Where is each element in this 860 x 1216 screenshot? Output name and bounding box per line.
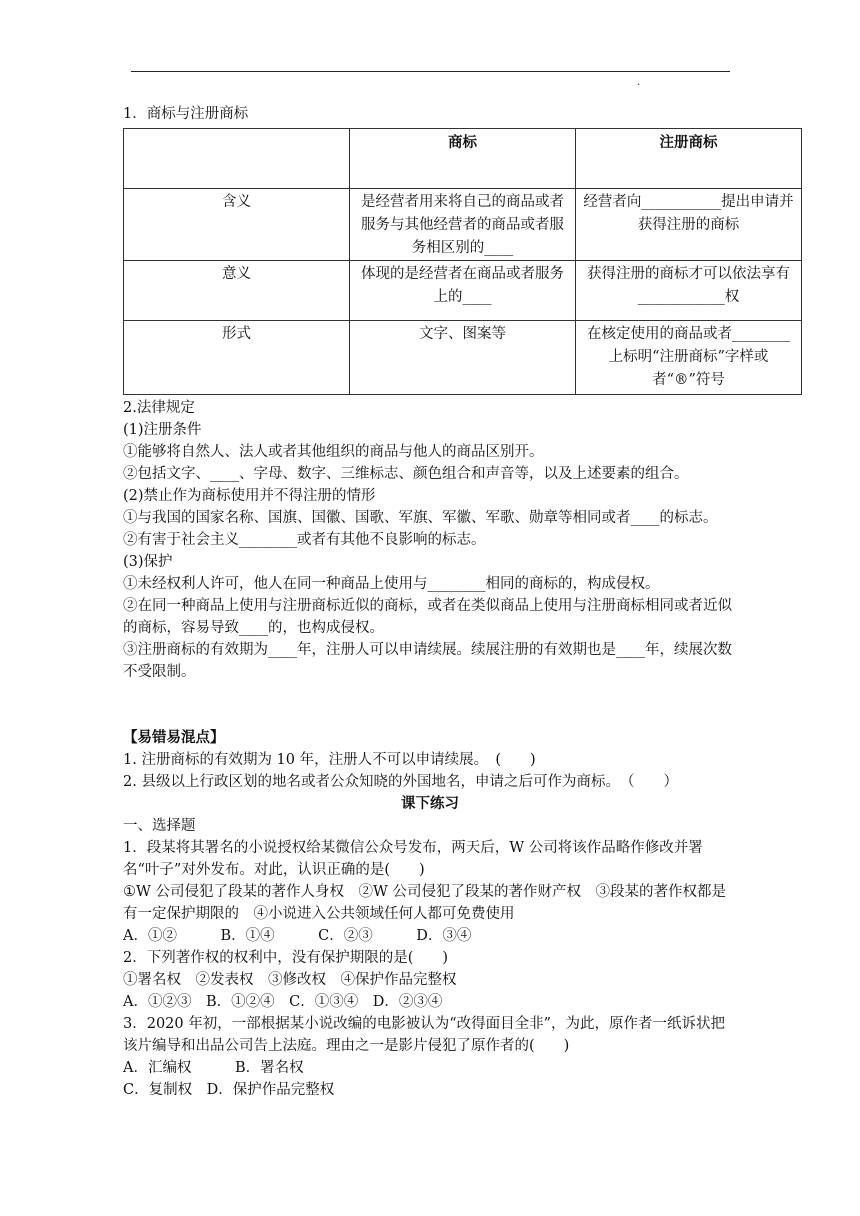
practice-section: 一、选择题 <box>123 818 196 834</box>
table-row <box>124 261 802 321</box>
condition2-item: ①与我国的国家名称、国旗、国徽、国歌、军旗、军徽、军歌、勋章等相同或者____的标志。 <box>123 510 718 526</box>
table-row <box>124 189 802 261</box>
mistake-item: 1. 注册商标的有效期为 10 年，注册人不可以申请续展。 ( ) <box>123 752 536 768</box>
cell-trademark: 体现的是经营者在商品或者服务上的____ <box>350 261 576 321</box>
condition1-item: ②包括文字、____、字母、数字、三维标志、颜色组合和声音等，以及上述要素的组合。 <box>123 466 689 482</box>
table-row <box>124 321 802 395</box>
condition3-item: ①未经权利人许可，他人在同一种商品上使用与________相同的商标的，构成侵权。 <box>123 576 660 592</box>
question-stem: 2．下列著作权的权利中，没有保护期限的是( ) <box>123 950 449 966</box>
mistake-item: 2. 县级以上行政区划的地名或者公众知晓的外国地名，申请之后可作为商标。 （ ） <box>123 774 678 790</box>
condition3-title: (3)保护 <box>123 554 173 570</box>
condition2-item: ②有害于社会主义________或者有其他不良影响的标志。 <box>123 532 486 548</box>
cell-registered: 获得注册的商标才可以依法享有____________权 <box>576 261 802 321</box>
condition2-title: (2)禁止作为商标使用并不得注册的情形 <box>123 488 376 504</box>
document-body <box>123 103 794 1101</box>
question-options: A．汇编权 B．署名权 <box>123 1060 304 1076</box>
table-header-empty <box>124 129 350 189</box>
cell-trademark: 文字、图案等 <box>350 321 576 395</box>
practice-title: 课下练习 <box>401 795 459 812</box>
question-stem: 3．2020 年初，一部根据某小说改编的电影被认为“改得面目全非”，为此，原作者一纸诉状把该片编导和出品公司告上法庭。理由之一是影片侵犯了原作者的( ) <box>123 1016 726 1054</box>
section1-title: 1．商标与注册商标 <box>123 106 249 122</box>
mistakes-title: 【易错易混点】 <box>123 729 225 746</box>
question-options: C．复制权 D．保护作品完整权 <box>123 1082 335 1098</box>
law-title: 2.法律规定 <box>123 400 195 416</box>
question-stem: 1．段某将其署名的小说授权给某微信公众号发布，两天后，W 公司将该作品略作修改并署名“叶子”对外发布。对此，认识正确的是( ) <box>123 840 703 878</box>
header-dot: · <box>637 80 641 91</box>
cell-registered: 在核定使用的商品或者________上标明“注册商标”字样或者“®”符号 <box>576 321 802 395</box>
question-statements: ①W 公司侵犯了段某的著作人身权 ②W 公司侵犯了段某的著作财产权 ③段某的著作权都是有一定保护期限的 ④小说进入公共领域任何人都可免费使用 <box>123 884 727 922</box>
question-statements: ①署名权 ②发表权 ③修改权 ④保护作品完整权 <box>123 972 457 988</box>
condition1-item: ①能够将自然人、法人或者其他组织的商品与他人的商品区别开。 <box>123 444 544 460</box>
header-rule <box>131 71 730 72</box>
table-header-row <box>124 129 802 189</box>
question-options: A．①②③ B．①②④ C．①③④ D．②③④ <box>123 994 443 1010</box>
condition3-item: ②在同一种商品上使用与注册商标近似的商标，或者在类似商品上使用与注册商标相同或者近似的商标，容易导致____的，也构成侵权。 <box>123 598 732 636</box>
row-label: 形式 <box>124 321 350 395</box>
cell-trademark: 是经营者用来将自己的商品或者服务与其他经营者的商品或者服务相区别的____ <box>350 189 576 261</box>
table-header-trademark: 商标 <box>350 129 576 189</box>
question-options: A．①② B．①④ C．②③ D．③④ <box>123 928 472 944</box>
trademark-table <box>123 128 802 395</box>
cell-registered: 经营者向___________提出申请并获得注册的商标 <box>576 189 802 261</box>
table-header-registered: 注册商标 <box>576 129 802 189</box>
condition3-item: ③注册商标的有效期为____年，注册人可以申请续展。续展注册的有效期也是____年，续展次数不受限制。 <box>123 642 732 680</box>
row-label: 意义 <box>124 261 350 321</box>
condition1-title: (1)注册条件 <box>123 422 202 438</box>
row-label: 含义 <box>124 189 350 261</box>
